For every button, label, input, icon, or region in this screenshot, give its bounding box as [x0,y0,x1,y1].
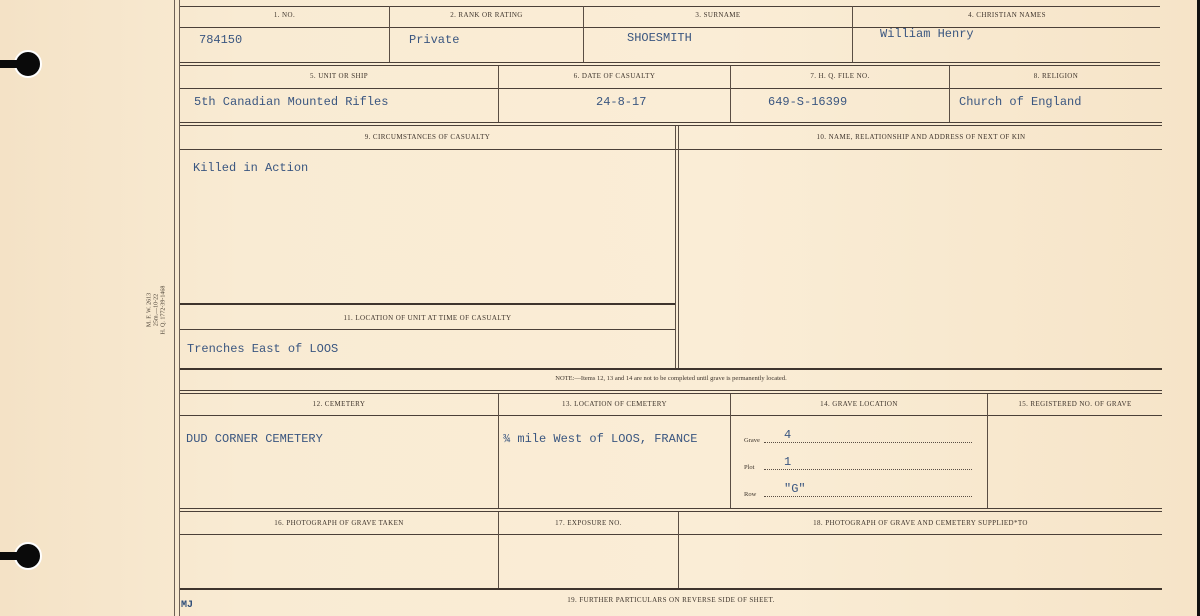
punch-hole-bottom [14,542,42,570]
rule [180,534,1162,535]
date-of-casualty-label: 6. DATE OF CASUALTY [573,72,656,80]
christian-names-label: 4. CHRISTIAN NAMES [968,11,1046,19]
no-label: 1. NO. [273,11,296,19]
date-of-casualty-value: 24-8-17 [596,95,647,109]
religion-value: Church of England [959,95,1082,109]
location-of-unit-label: 11. LOCATION OF UNIT AT TIME OF CASUALTY [343,314,512,322]
grave-location-label: 14. GRAVE LOCATION [820,400,898,408]
rule [180,390,1162,394]
rule [180,6,1160,7]
exposure-no-label: 17. EXPOSURE NO. [555,519,622,527]
rule [180,303,676,305]
hq-file-no-label: 7. H. Q. FILE NO. [810,72,870,80]
row-field [744,482,972,498]
cemetery-label: 12. CEMETERY [312,400,366,408]
rank-value: Private [409,33,460,47]
rule [987,394,988,508]
registered-no-label: 15. REGISTERED NO. OF GRAVE [1018,400,1132,408]
rule [180,588,1162,590]
rule [730,394,731,508]
grave-label: Grave [744,437,760,444]
plot-value: 1 [784,455,792,469]
rule [180,88,1162,89]
photo-supplied-label: 18. PHOTOGRAPH OF GRAVE AND CEMETERY SUPPLIED*TO [813,519,1028,527]
location-of-cemetery-label: 13. LOCATION OF CEMETERY [562,400,667,408]
grave-field [744,428,972,444]
no-value: 784150 [199,33,243,47]
location-of-unit-value: Trenches East of LOOS [187,342,339,356]
unit-label: 5. UNIT OR SHIP [310,72,368,80]
plot-field [744,455,972,471]
rule [180,329,676,330]
christian-names-value: William Henry [880,27,974,41]
grave-value: 4 [784,428,792,442]
clerk-initials: MJ [181,600,194,611]
surname-value: SHOESMITH [627,31,692,45]
form-code-line-1: M. F. W. 2613 [146,292,153,328]
form-code-line-2: 25m.—10-22 [153,293,160,327]
rule [498,394,499,508]
hq-file-no-value: 649-S-16399 [768,95,848,109]
dotted-line [764,442,972,443]
rule [180,368,1162,370]
rule [180,27,1160,28]
rank-label: 2. RANK OR RATING [450,11,523,19]
rule [675,126,679,368]
rule [180,415,1162,416]
unit-value: 5th Canadian Mounted Rifles [194,95,389,109]
dotted-line [764,469,972,470]
surname-label: 3. SURNAME [695,11,741,19]
rule [180,122,1162,126]
form-print-code [140,278,174,342]
rule [180,62,1160,66]
religion-label: 8. RELIGION [1033,72,1079,80]
row-value: "G" [784,482,806,496]
cemetery-value: DUD CORNER CEMETERY [186,432,323,446]
row-label: Row [744,491,757,498]
next-of-kin-label: 10. NAME, RELATIONSHIP AND ADDRESS OF NEXT OF KIN [816,133,1026,141]
location-of-cemetery-value: ¾ mile West of LOOS, FRANCE [503,432,698,446]
further-particulars-label: 19. FURTHER PARTICULARS ON REVERSE SIDE OF SHEET. [567,596,775,604]
punch-hole-top [14,50,42,78]
rule [180,508,1162,512]
dotted-line [764,496,972,497]
circumstances-label: 9. CIRCUMSTANCES OF CASUALTY [364,133,491,141]
plot-label: Plot [744,464,755,471]
circumstances-value: Killed in Action [193,161,309,175]
photo-taken-label: 16. PHOTOGRAPH OF GRAVE TAKEN [274,519,404,527]
rule [180,149,1162,150]
note-text: NOTE:—Items 12, 13 and 14 are not to be completed until grave is permanently located. [555,375,787,382]
form-code-line-3: H. Q. 1772-39-1468 [160,285,167,335]
